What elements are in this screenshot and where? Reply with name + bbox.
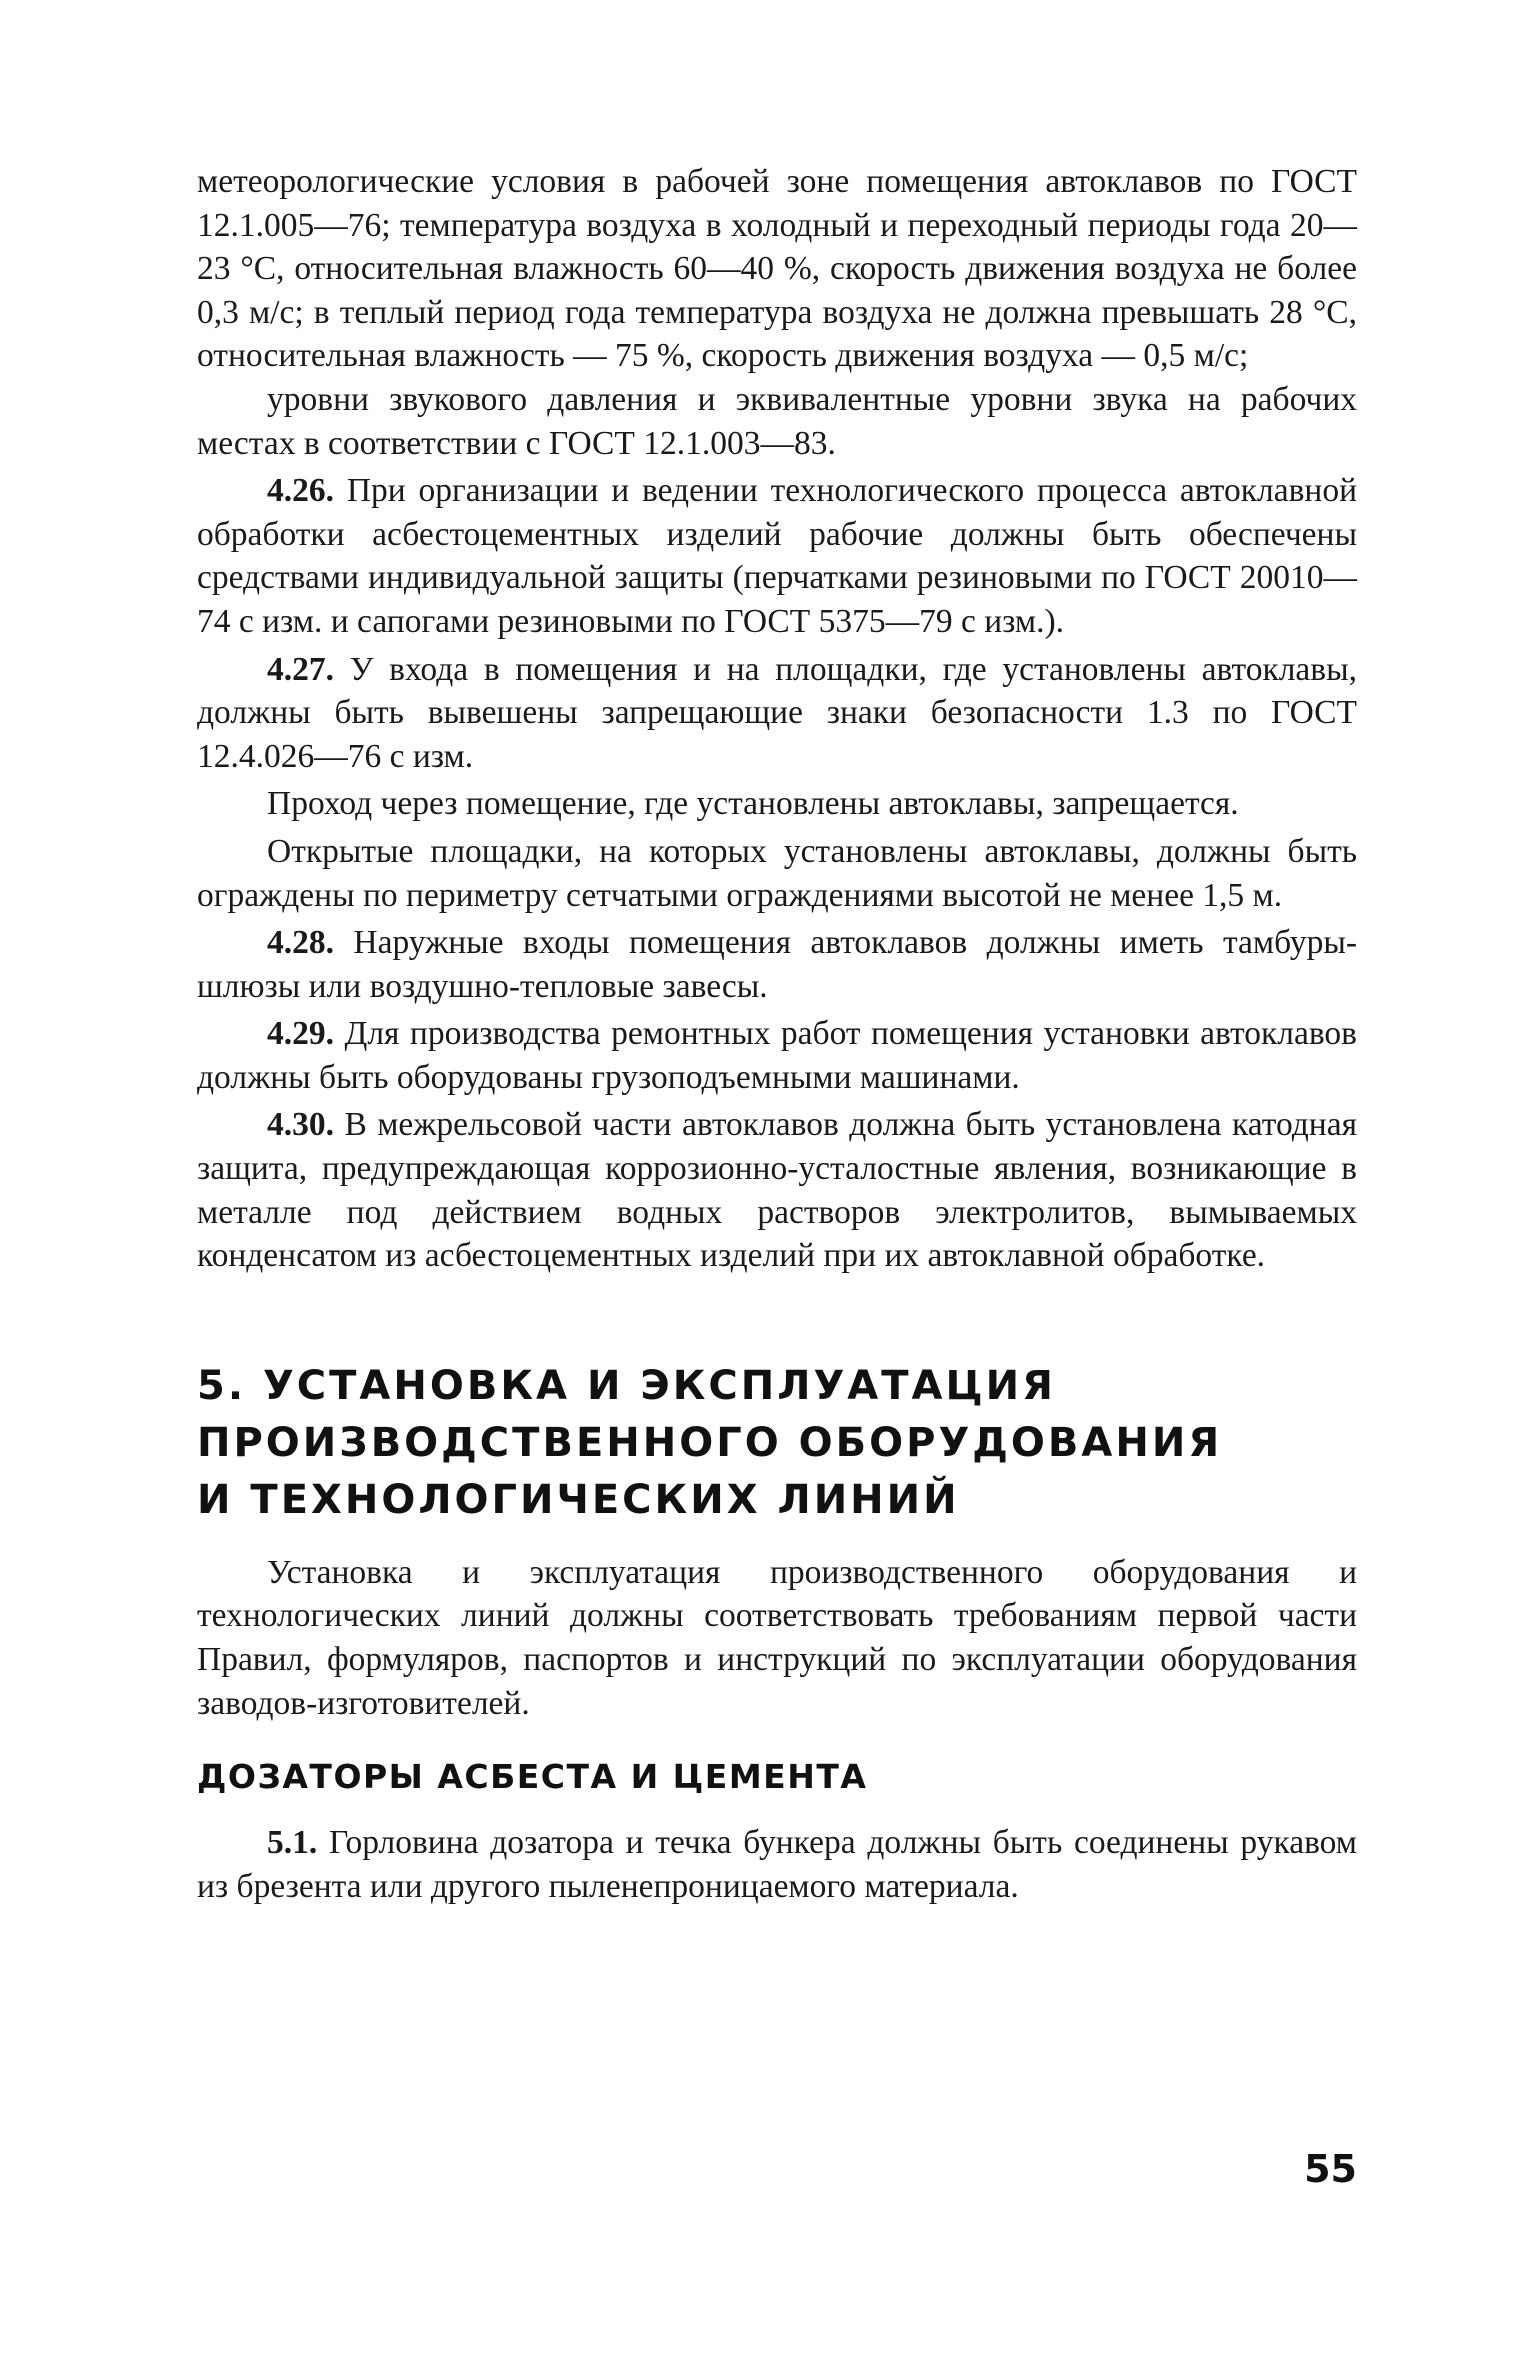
paragraph-noise-levels	[197, 378, 1357, 465]
paragraph-passage	[197, 782, 1357, 826]
clause-number: 4.28.	[267, 924, 334, 962]
paragraph-4-26	[197, 469, 1357, 643]
paragraph-4-28	[197, 921, 1357, 1008]
clause-number: 4.27.	[267, 650, 334, 688]
paragraph-text: Проход через помещение, где установлены автоклавы, запрещается.	[267, 785, 1239, 823]
paragraph-4-27	[197, 648, 1357, 779]
paragraph-text: При организации и ведении технологического процесса автоклавной обработки асбестоцементных изделий рабочие должны быть обеспечены средствами индивидуальной защиты (перчатками резиновыми по ГОСТ 20010—74 с изм. и сапогами резиновыми по ГОСТ 5375—79 с изм.).	[197, 472, 1357, 640]
paragraph-text: Наружные входы помещения автоклавов должны иметь тамбуры-шлюзы или воздушно-тепловые завесы.	[197, 924, 1358, 1005]
paragraph-text: уровни звукового давления и эквивалентные уровни звука на рабочих местах в соответствии с ГОСТ 12.1.003—83.	[197, 380, 1357, 462]
section-title-line: И ТЕХНОЛОГИЧЕСКИХ ЛИНИЙ	[197, 1476, 960, 1523]
clause-number: 5.1.	[267, 1824, 318, 1862]
subsection-title-dosers: ДОЗАТОРЫ АСБЕСТА И ЦЕМЕНТА	[197, 1757, 868, 1797]
clause-number: 4.29.	[267, 1015, 334, 1053]
paragraph-text: Открытые площадки, на которых установлены автоклавы, должны быть ограждены по периметру сетчатыми ограждениями высотой не менее 1,5 м.	[197, 832, 1357, 914]
clause-number: 4.26.	[267, 472, 334, 510]
paragraph-text: Горловина дозатора и течка бункера должны быть соединены рукавом из брезента или другого пыленепроницаемого материала.	[197, 1824, 1357, 1905]
section-5-intro	[197, 1551, 1357, 1725]
paragraph-4-29	[197, 1012, 1357, 1099]
paragraph-meteo-conditions	[197, 160, 1357, 378]
paragraph-5-1	[197, 1821, 1357, 1908]
section-5-title	[197, 1358, 1357, 1529]
section-title-line: 5. УСТАНОВКА И ЭКСПЛУАТАЦИЯ	[197, 1362, 1056, 1409]
page-number: 55	[1304, 2147, 1357, 2191]
paragraph-text: У входа в помещения и на площадки, где установлены автоклавы, должны быть вывешены запрещающие знаки безопасности 1.3 по ГОСТ 12.4.026—76 с изм.	[197, 650, 1358, 775]
section-title-line: ПРОИЗВОДСТВЕННОГО ОБОРУДОВАНИЯ	[197, 1419, 1223, 1466]
paragraph-open-areas	[197, 830, 1357, 917]
paragraph-text: В межрельсовой части автоклавов должна быть установлена катодная защита, предупреждающая коррозионно-усталостные явления, возникающие в металле под действием водных растворов электролитов, вымываемых конденсатом из асбестоцементных изделий при их автоклавной обработке.	[197, 1106, 1357, 1275]
clause-number: 4.30.	[267, 1106, 334, 1144]
paragraph-text: Установка и эксплуатация производственного оборудования и технологических линий должны соответствовать требованиям первой части Правил, формуляров, паспортов и инструкций по эксплуатации оборудования заводов-изготовителей.	[197, 1553, 1357, 1722]
paragraph-text: Для производства ремонтных работ помещения установки автоклавов должны быть оборудованы грузоподъемными машинами.	[197, 1015, 1358, 1096]
paragraph-text: метеорологические условия в рабочей зоне помещения автоклавов по ГОСТ 12.1.005—76; температура воздуха в холодный и переходный периоды года 20—23 °С, относительная влажность 60—40 %, скорость движения воздуха не более 0,3 м/с; в теплый период года температура воздуха не должна превышать 28 °С, относительная влажность — 75 %, скорость движения воздуха — 0,5 м/с;	[197, 163, 1357, 375]
paragraph-4-30	[197, 1103, 1357, 1277]
page-body	[197, 160, 1357, 1908]
